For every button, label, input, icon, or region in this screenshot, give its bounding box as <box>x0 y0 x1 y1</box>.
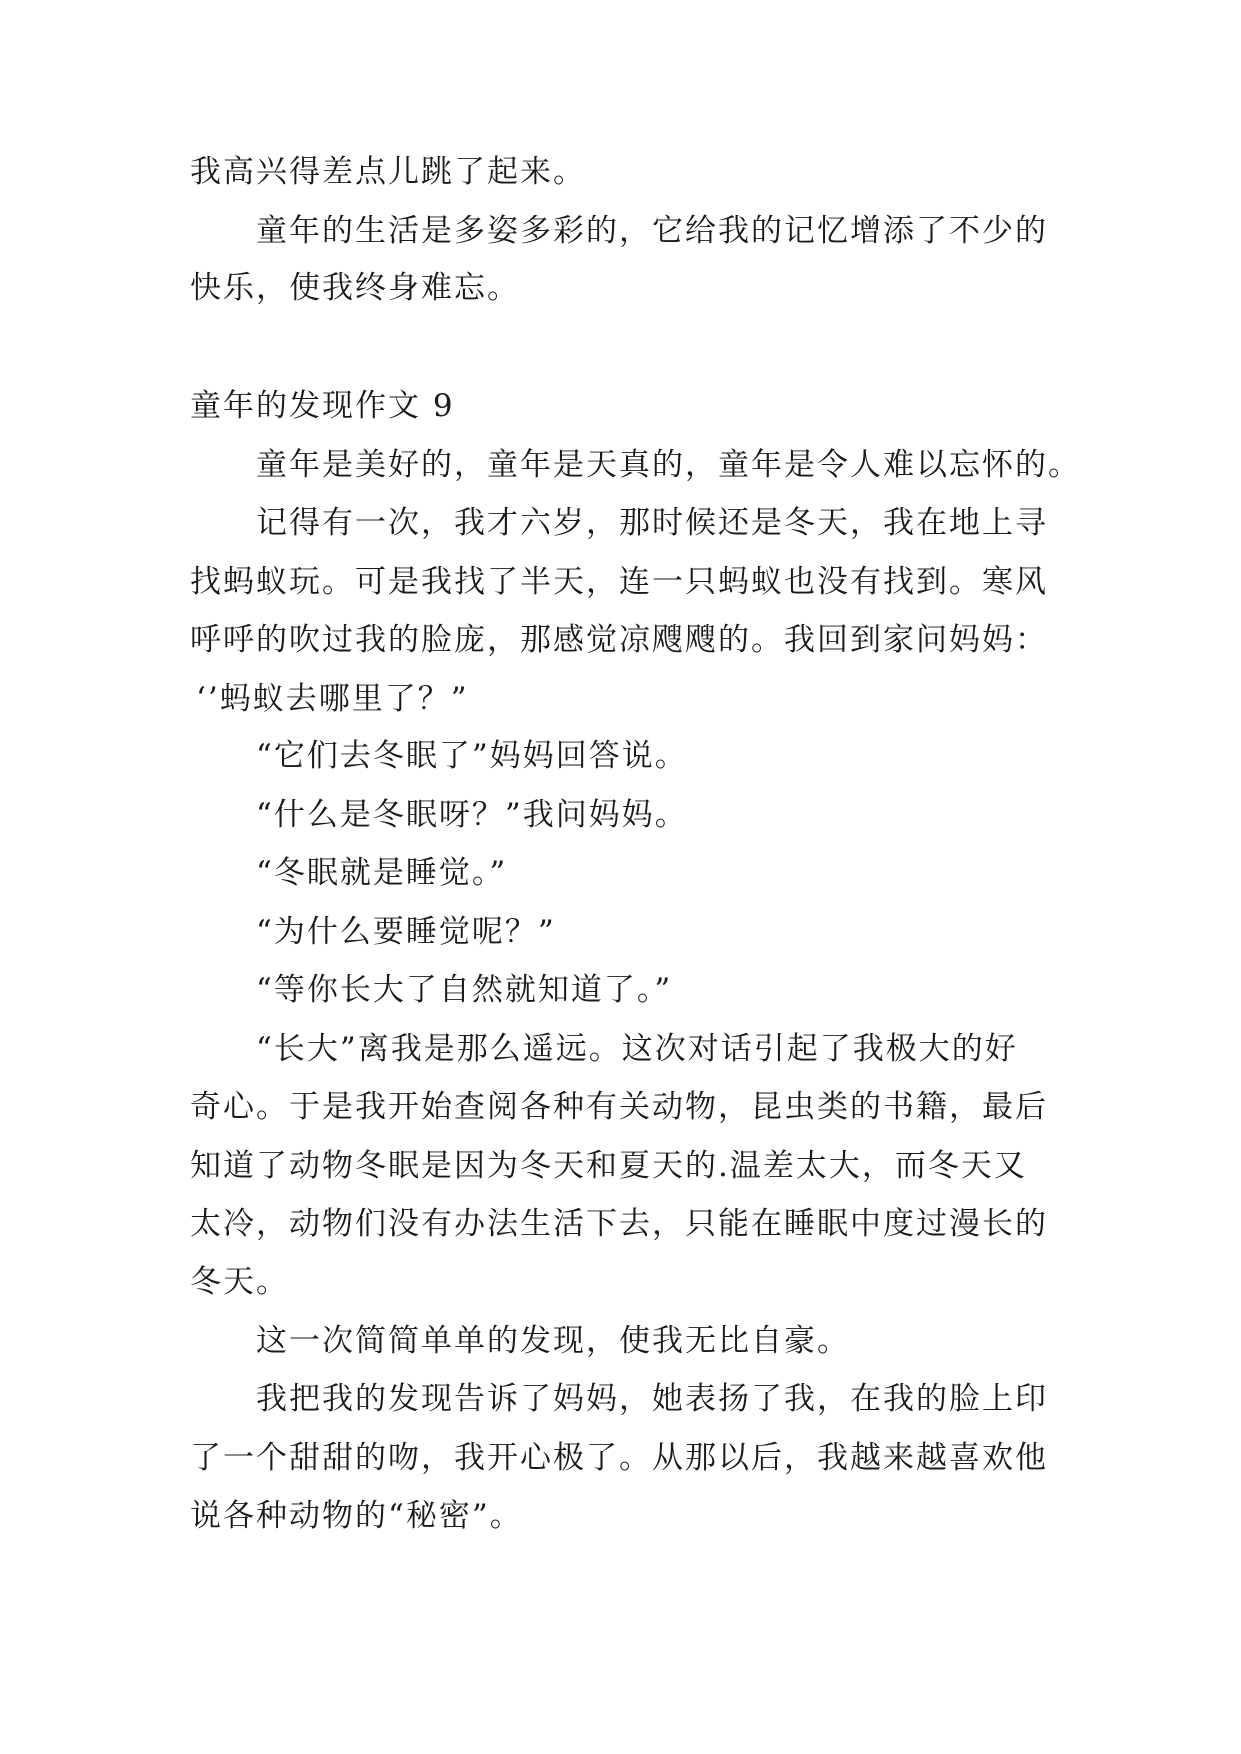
paragraph-start: 我把我的发现告诉了妈妈，她表扬了我，在我的脸上印 <box>256 1381 1048 1417</box>
dialogue-line: “它们去冬眠了”妈妈回答说。 <box>256 738 688 774</box>
text-line: 知道了动物冬眠是因为冬天和夏天的.温差太大，而冬天又 <box>190 1148 1027 1184</box>
text-line: 冬天。 <box>190 1264 289 1300</box>
paragraph-start: 童年的生活是多姿多彩的，它给我的记忆增添了不少的 <box>256 213 1048 249</box>
dialogue-line: “等你长大了自然就知道了。” <box>256 972 673 1008</box>
dialogue-line: “为什么要睡觉呢？” <box>256 914 556 950</box>
text-line: 找蚂蚁玩。可是我找了半天，连一只蚂蚁也没有找到。寒风 <box>190 564 1048 600</box>
text-line: 了一个甜甜的吻，我开心极了。从那以后，我越来越喜欢他 <box>190 1440 1048 1476</box>
text-line: 奇心。于是我开始查阅各种有关动物，昆虫类的书籍，最后 <box>190 1089 1048 1125</box>
text-line: 快乐，使我终身难忘。 <box>190 270 520 306</box>
text-line: 太冷，动物们没有办法生活下去，只能在睡眠中度过漫长的 <box>190 1206 1048 1242</box>
text-line: ‘’蚂蚁去哪里了？” <box>196 681 469 717</box>
text-line: 说各种动物的“秘密”。 <box>190 1498 523 1534</box>
text-line: 我高兴得差点儿跳了起来。 <box>190 154 586 190</box>
paragraph-start: “长大”离我是那么遥远。这次对话引起了我极大的好 <box>256 1031 1018 1067</box>
paragraph-start: 童年是美好的，童年是天真的，童年是令人难以忘怀的。 <box>256 447 1081 483</box>
paragraph-start: 记得有一次，我才六岁，那时候还是冬天，我在地上寻 <box>256 505 1048 541</box>
dialogue-line: “什么是冬眠呀？”我问妈妈。 <box>256 797 688 833</box>
paragraph-start: 这一次简简单单的发现，使我无比自豪。 <box>256 1323 850 1359</box>
section-heading: 童年的发现作文 9 <box>190 388 455 424</box>
dialogue-line: “冬眠就是睡觉。” <box>256 855 508 891</box>
text-line: 呼呼的吹过我的脸庞，那感觉凉飕飕的。我回到家问妈妈： <box>190 622 1048 658</box>
